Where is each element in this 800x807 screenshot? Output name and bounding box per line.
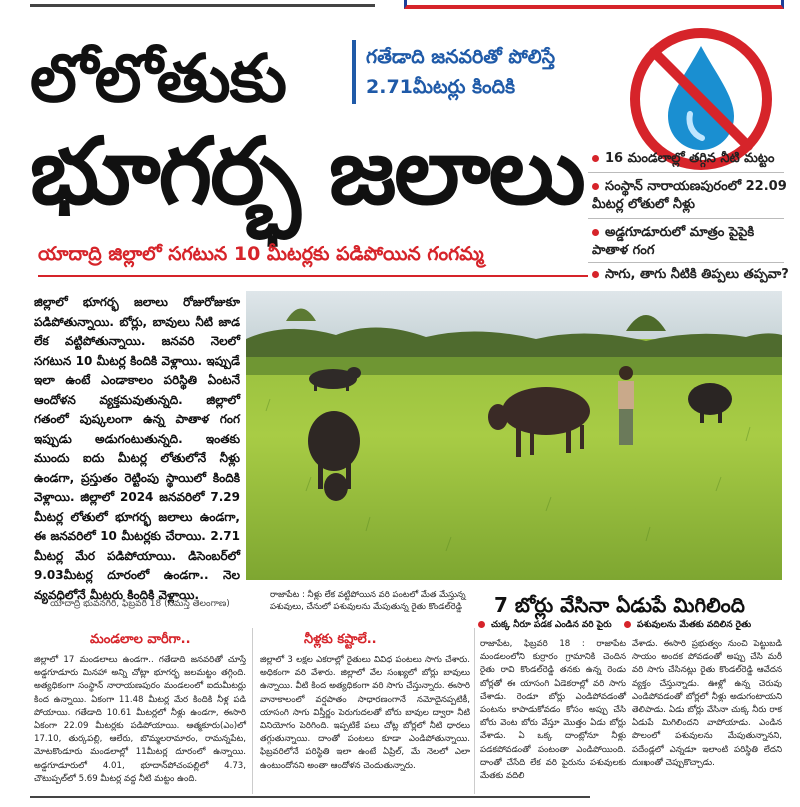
section-crops-body: జిల్లాలో 3 లక్షల ఎకరాల్లో రైతులు వివిధ పంటలు సాగు చేశారు. అధికంగా వరి వేశారు. జిల్లాలో వేల సంఖ్యలో బోర్లు బావులు ఉన్నాయి. వీటి కింద అత్యధికంగా వరి సాగు చేస్తున్నారు. ఈసారి వానాకాలంలో వర్షపాతం సాధారణంగానే నమోదైనప్పటికీ, యాసంగి సాగు విస్తీర్ణం పెరుగుదలతో బోరు బావుల ద్వారా నీటి వినియోగం పెరిగింది. ఇప్పటికే పలు చోట్ల బోర్లలో నీటి ధారలు తగ్గుతున్నాయి. దాంతో పంటలు కూడా ఎండిపోతున్నాయి. ఫిబ్రవరిలోనే పరిస్థితి ఇలా ఉంటే ఏప్రిల్, మే నెలలో ఎలా ఉంటుందోనని అంతా ఆందోళన చెందుతున్నారు. [260,655,470,771]
column-divider [474,628,475,794]
bullet-item: 16 మండలాల్లో తగ్గిన నీటి మట్టం [592,150,792,168]
section-crops-title: నీళ్లకు కష్టాలే.. [304,632,377,647]
bullet-item: సంస్థాన్ నారాయణపురంలో 22.09 మీటర్ల లోతులో నీళ్లు [592,179,787,212]
bullet-divider [588,172,784,173]
section-mandal-title: మండలాల వారీగా.. [90,632,191,647]
section-mandal-body: జిల్లాలో 17 మండలాలు ఉండగా.. గతేడాది జనవరితో చూస్తే అడ్డగూడూరు మినహా అన్ని చోట్లా భూగర్భ జలమట్టం తగ్గింది. అత్యధికంగా సంస్థాన్ నారాయణపురం మండలంలో ఐదుమీటర్లు కింద ఉన్నాయి. ఏకంగా 11.48 మీటర్ల మేర కిందికి నీళ్ల పడి పోయాయి. గతేడాది 10.61 మీటర్లలో నీళ్లు ఉండగా, ఈసారి ఏకంగా 22.09 మీటర్లకు పడిపోయాయి. ఆత్మకూరు(ఎం)లో 17.10, తుర్కపల్లి, ఆలేరు, బొమ్మలరామారం, రామన్నపేట, మోటకొండూరు మండలాల్లో 11మీటర్ల దూరంలో ఉన్నాయి. అడ్డగూడూరులో 4.01, భూదాన్‌పోచంపల్లిలో 4.73, చౌటుప్పల్‌లో 5.69 మీటర్ల వద్ద నీటి మట్టం ఉంది. [34,655,246,784]
bullet-divider [588,262,784,263]
bullet-divider [588,218,784,219]
byline: - యాదాద్రి భువనగిరి, ఫిబ్రవరి 18 (నమస్తే తెలంగాణ) [44,599,230,609]
farmer-story-heading: 7 బోర్లు వేసినా ఏడుపే మిగిలింది [494,593,745,617]
headline-line-2: భూగర్భ జలాలు [30,118,584,225]
farmer-story-col-1: రాజాపేట, ఫిబ్రవరి 18 : రాజాపేట మండలంలోని కుర్రారం గ్రామానికి చెందిన రైతు రావి కొండల్‌రెడ్డి తనకు ఉన్న రెండు బోర్లతో ఈ యాసంగి ఏడెకరాల్లో వరి సాగు చేశాడు. రెండూ బోర్లు ఎండిపోవడంతో పంటను కాపాడుకోవడం కోసం అప్పు చేసి బోరు వెంట బోరు వేస్తూ మొత్తం ఏడు బోర్లు వేశాడు. ఏ ఒక్క దాంట్లోనూ నీళ్లు పడకపోవడంతో పంటంతా ఎండిపోయింది. దాంతో చేసేది లేక వరి పైరును పశువులకు మేతకు వదిలి [480,639,626,782]
subhead-line-1: గతేడాది జనవరితో పోలిస్తే [366,46,556,68]
red-subtitle: యాదాద్రి జిల్లాలో సగటున 10 మీటర్లకు పడిపోయిన గంగమ్మ [38,243,484,265]
subhead-line-2: 2.71మీటర్లు కిందికి [366,76,515,98]
farmer-story-col-2: వేశాడు. ఈసారి ప్రభుత్వం నుంచి పెట్టుబడి సాయం అందక పోవడంతో అప్పు చేసి మరీ వరి సాగు చేసినట్లు రైతు కొండల్‌రెడ్డి ఆవేదన వ్యక్తం చేస్తున్నాడు. ఊళ్లో ఉన్న చెరువు ఎండిపోవడంతో బోర్లలో నీళ్లు అడుగంటాయని తెలిపాడు. ఏడు బోర్లు వేసినా చుక్క నీరు రాక ఏడుపే మిగిలిందని వాపోయాడు. ఎండిన పొలంలో పశువులను మేపుతున్నానని, పదేండ్లలో ఎన్నడూ ఇలాంటి పరిస్థితి లేదని దుఃఖంతో చెప్పుకొచ్చాడు. [632,639,782,768]
field-photo [246,291,782,580]
photo-caption: రాజాపేట : నీళ్లు లేక వట్టిపోయిన వరి పంటలో మేత మేస్తున్న పశువులు, చేనులో పశువులను మేపుతున్న రైతు కొండల్‌రెడ్డి [270,590,466,612]
intro-paragraph: జిల్లాలో భూగర్భ జలాలు రోజురోజుకూ పడిపోతున్నాయి. బోర్లు, బావులు నీటి జాడ లేక వట్టిపోతున్నాయి. జనవరి నెలలో సగటున 10 మీటర్ల కిందికి వెళ్లాయి. ఇప్పుడే ఇలా ఉంటే ఎండాకాలం పరిస్థితి ఏంటనే ఆందోళన వ్యక్తమవుతున్నది. జిల్లాలో గతంలో పుష్కలంగా ఉన్న పాతాళ గంగ ఇప్పుడు అడుగంటుతున్నది. ఇంతకు ముందు ఐదు మీటర్ల లోతులోనే నీళ్లు ఉండగా, ప్రస్తుతం రెట్టింపు స్థాయిలో కిందికి వెళ్లాయి. జిల్లాలో 2024 జనవరిలో 7.29 మీటర్ల లోతులో భూగర్భ జలాలు ఉండగా, ఈ జనవరిలో 10 మీటర్లకు చేరాయి. 2.71 మీటర్ల మేర పడిపోయాయి. డిసెంబర్‌లో 9.03మీటర్ల దూరంలో ఉండగా.. నెల వ్యవధిలోనే మీటరు కిందికి వెళ్లాయి. [34,295,240,602]
bullet-item: అడ్డగూడూరులో మాత్రం పైపైకి పాతాళ గంగ [592,225,755,258]
red-rule [38,275,588,277]
top-banner-frame [404,0,784,9]
bullet-item: సాగు, తాగు నీటికి తిప్పలు తప్పవా? [592,266,792,284]
column-divider [252,628,253,794]
farmer-caption-right: పశువులను మేతకు వదిలిన రైతు [624,620,751,632]
bottom-rule [30,796,590,798]
top-rule [30,4,375,7]
subhead-bar [352,40,356,104]
farmer-caption-left: చుక్క నీరూ పడక ఎండిన వరి పైరు [478,620,612,632]
headline-line-1: లోలోతుకు [30,40,286,117]
